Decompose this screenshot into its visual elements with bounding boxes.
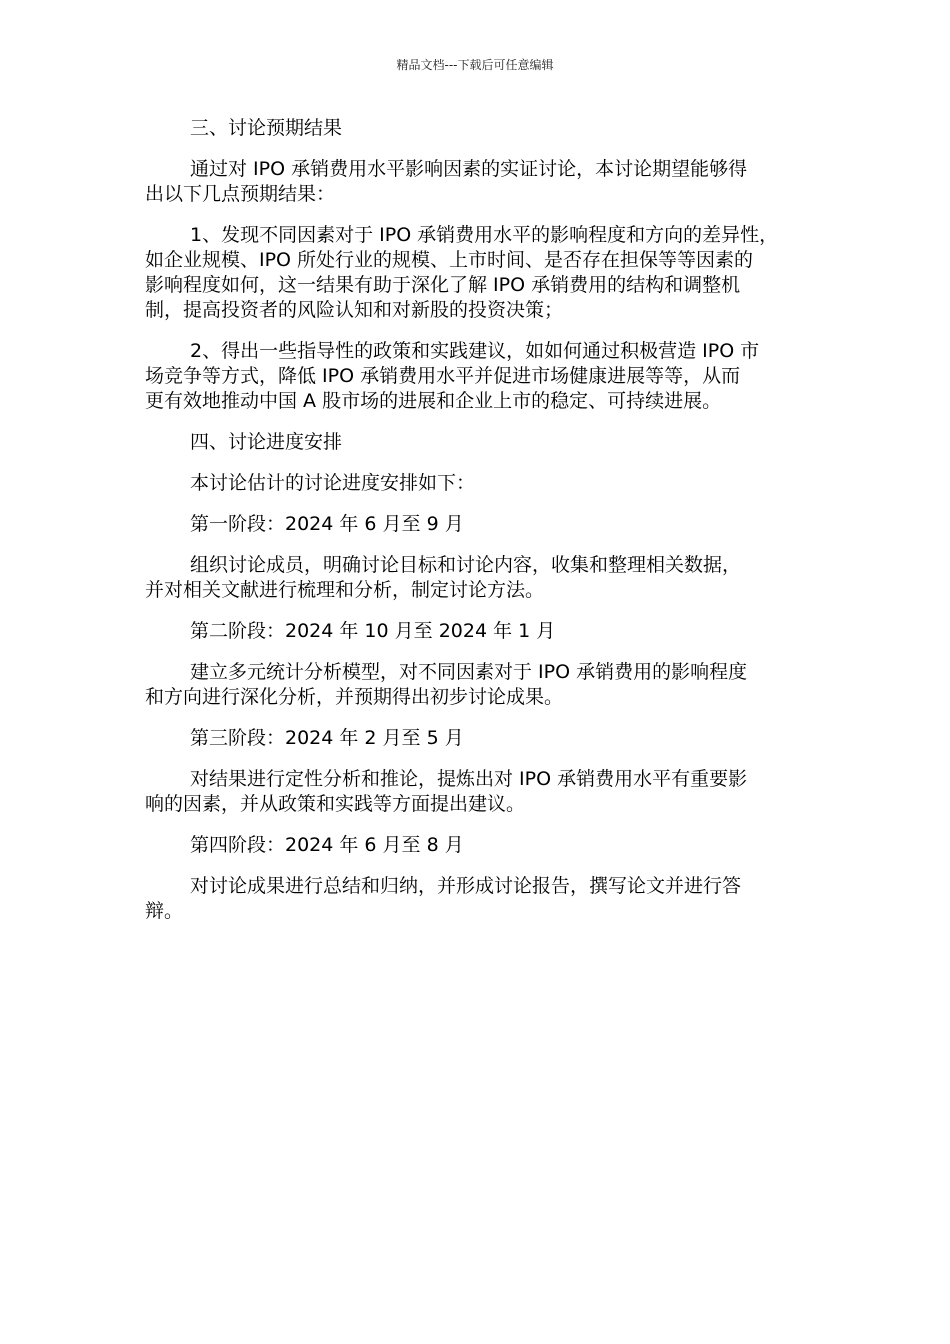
stage-2-description: [145, 660, 810, 710]
stage-3-title: [145, 726, 810, 751]
text-line: 第三阶段：2024 年 2 月至 5 月: [190, 727, 464, 749]
paragraph-schedule-intro: [145, 471, 810, 496]
text-line: 组织讨论成员，明确讨论目标和讨论内容，收集和整理相关数据，: [190, 554, 742, 576]
paragraph-result-1: [145, 223, 810, 323]
text-line: 出以下几点预期结果：: [145, 183, 336, 205]
text-line: 对结果进行定性分析和推论，提炼出对 IPO 承销费用水平有重要影: [190, 768, 748, 790]
stage-1-title: [145, 512, 810, 537]
text-line: 1、发现不同因素对于 IPO 承销费用水平的影响程度和方向的差异性，: [190, 224, 779, 246]
text-line: 和方向进行深化分析，并预期得出初步讨论成果。: [145, 686, 564, 708]
stage-4-description: [145, 874, 810, 924]
text-line: 四、讨论进度安排: [190, 431, 343, 453]
stage-4-title: [145, 833, 810, 858]
paragraph-intro-results: [145, 157, 810, 207]
text-line: 2、得出一些指导性的政策和实践建议，如如何通过积极营造 IPO 市: [190, 340, 760, 362]
text-line: 更有效地推动中国 A 股市场的进展和企业上市的稳定、可持续进展。: [145, 390, 722, 412]
page-header: 精品文档---下载后可任意编辑: [396, 58, 554, 72]
text-line: 响的因素，并从政策和实践等方面提出建议。: [145, 793, 526, 815]
stage-2-title: [145, 619, 810, 644]
text-line: 制，提高投资者的风险认知和对新股的投资决策；: [145, 299, 564, 321]
stage-1-description: [145, 553, 810, 603]
text-line: 建立多元统计分析模型，对不同因素对于 IPO 承销费用的影响程度: [190, 661, 748, 683]
document-body: [145, 116, 810, 940]
text-line: 三、讨论预期结果: [190, 117, 343, 139]
text-line: 并对相关文献进行梳理和分析，制定讨论方法。: [145, 579, 545, 601]
stage-3-description: [145, 767, 810, 817]
text-line: 如企业规模、IPO 所处行业的规模、上市时间、是否存在担保等等因素的: [145, 249, 754, 271]
text-line: 场竞争等方式，降低 IPO 承销费用水平并促进市场健康进展等等，从而: [145, 365, 741, 387]
text-line: 第一阶段：2024 年 6 月至 9 月: [190, 513, 464, 535]
heading-expected-results: [145, 116, 810, 141]
text-line: 通过对 IPO 承销费用水平影响因素的实证讨论，本讨论期望能够得: [190, 158, 748, 180]
text-line: 本讨论估计的讨论进度安排如下：: [190, 472, 476, 494]
text-line: 辩。: [145, 900, 184, 922]
text-line: 影响程度如何，这一结果有助于深化了解 IPO 承销费用的结构和调整机: [145, 274, 741, 296]
text-line: 第二阶段：2024 年 10 月至 2024 年 1 月: [190, 620, 556, 642]
paragraph-result-2: [145, 339, 810, 414]
text-line: 对讨论成果进行总结和归纳，并形成讨论报告，撰写论文并进行答: [190, 875, 742, 897]
heading-schedule: [145, 430, 810, 455]
text-line: 第四阶段：2024 年 6 月至 8 月: [190, 834, 464, 856]
